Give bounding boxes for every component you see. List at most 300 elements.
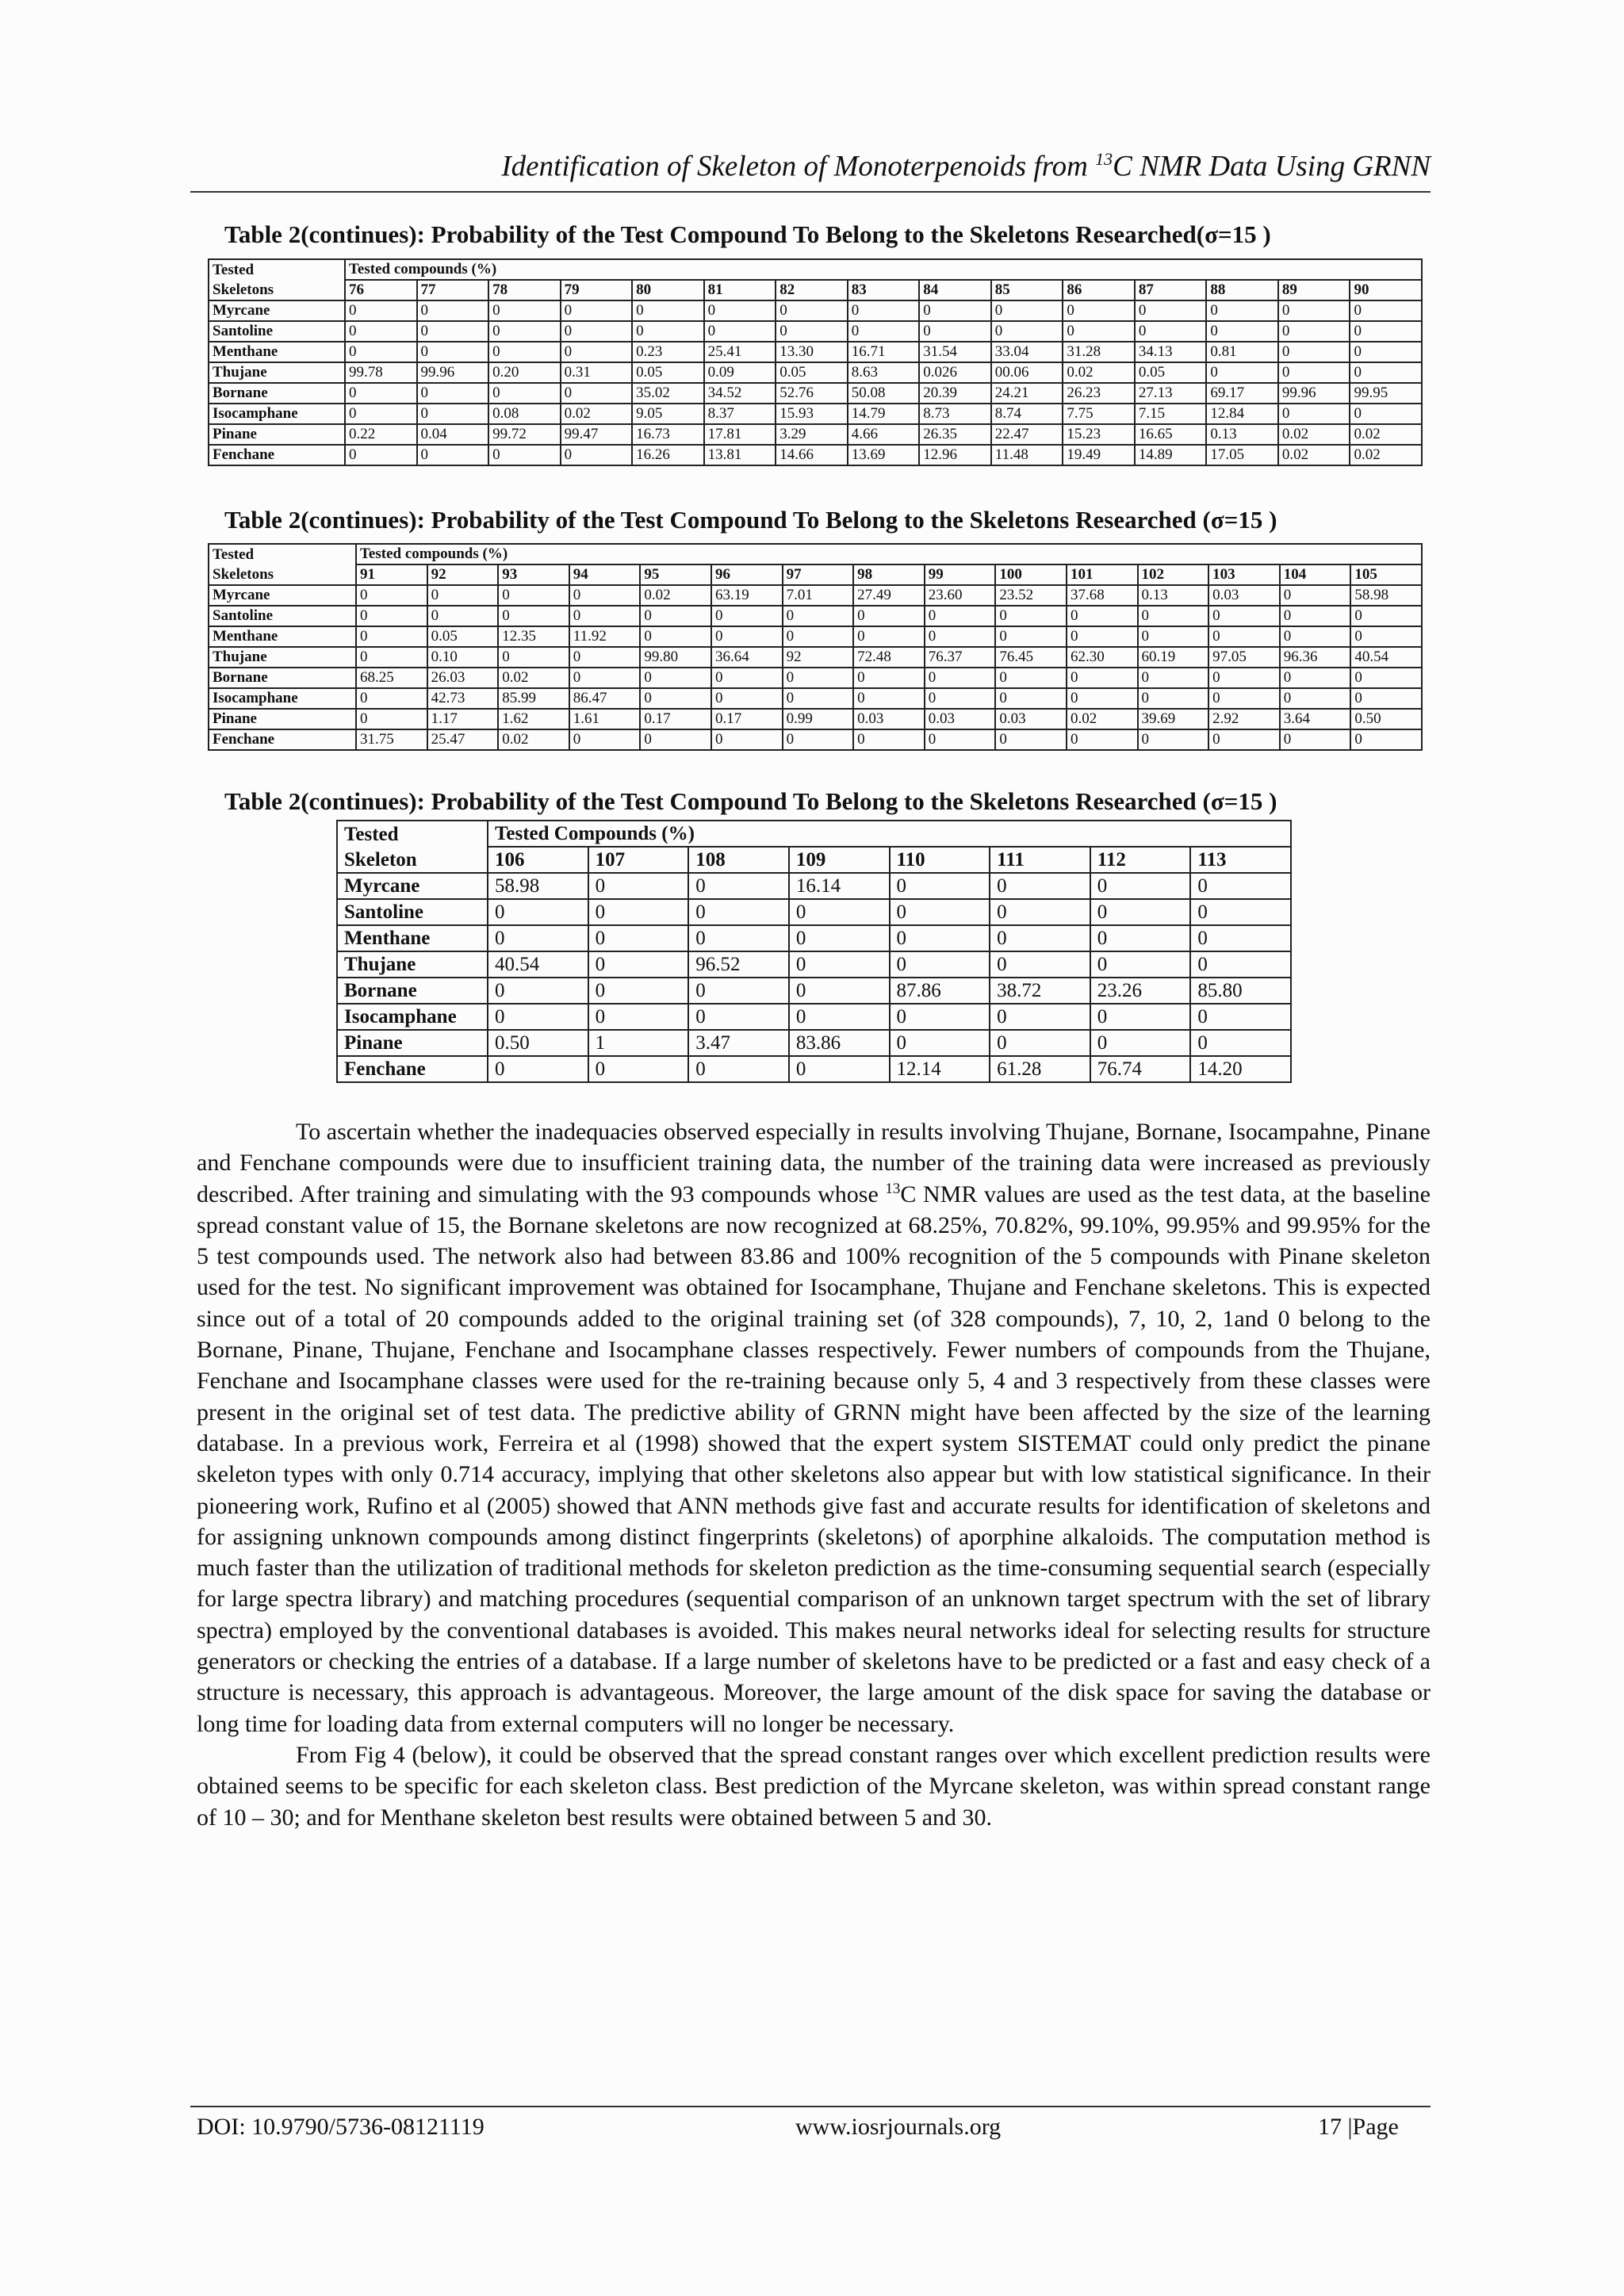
table-cell: 99.96 bbox=[1278, 383, 1350, 404]
table-cell: 0 bbox=[417, 404, 489, 424]
column-header: 78 bbox=[488, 280, 561, 300]
column-group-header: Tested Compounds (%) bbox=[488, 821, 1291, 847]
table-row bbox=[337, 1056, 1291, 1082]
row-header-label: Skeletons bbox=[209, 280, 345, 300]
table-row bbox=[209, 300, 1422, 321]
row-label: Santoline bbox=[337, 899, 488, 925]
table-cell: 0 bbox=[569, 585, 641, 606]
table-cell: 0 bbox=[711, 626, 783, 647]
table-cell: 0 bbox=[588, 978, 689, 1004]
table-cell: 0 bbox=[890, 925, 990, 951]
table-a-caption: Table 2(continues): Probability of the Test Compound To Belong to the Skeletons Researched(σ=15 ) bbox=[224, 220, 1271, 248]
table-cell: 0 bbox=[1350, 729, 1422, 750]
column-header: 84 bbox=[919, 280, 991, 300]
table-cell: 0 bbox=[1067, 668, 1138, 688]
table-cell: 0 bbox=[569, 606, 641, 626]
table-cell: 0 bbox=[632, 300, 704, 321]
table-cell: 0 bbox=[345, 404, 417, 424]
column-header: 112 bbox=[1090, 847, 1191, 873]
table-cell: 26.23 bbox=[1063, 383, 1135, 404]
table-cell: 0 bbox=[1280, 585, 1351, 606]
table-row bbox=[209, 606, 1422, 626]
table-cell: 13.69 bbox=[848, 445, 920, 465]
table-cell: 0 bbox=[1067, 729, 1138, 750]
table-cell: 0 bbox=[1135, 321, 1207, 342]
column-header: 95 bbox=[640, 564, 711, 585]
table-cell: 1 bbox=[588, 1030, 689, 1056]
table-cell: 0 bbox=[704, 321, 776, 342]
table-cell: 0 bbox=[345, 300, 417, 321]
table-header-row bbox=[337, 821, 1291, 847]
table-cell: 60.19 bbox=[1138, 647, 1209, 668]
table-cell: 50.08 bbox=[848, 383, 920, 404]
table-cell: 4.66 bbox=[848, 424, 920, 445]
column-header: 110 bbox=[890, 847, 990, 873]
table-cell: 0 bbox=[1135, 300, 1207, 321]
column-header: 92 bbox=[427, 564, 499, 585]
table-cell: 8.63 bbox=[848, 362, 920, 383]
table-cell: 58.98 bbox=[488, 873, 588, 899]
table-cell: 23.26 bbox=[1090, 978, 1191, 1004]
table-cell: 0 bbox=[1090, 1004, 1191, 1030]
table-row bbox=[337, 1004, 1291, 1030]
table-cell: 0 bbox=[1206, 362, 1278, 383]
column-header: 99 bbox=[925, 564, 996, 585]
table-row bbox=[209, 342, 1422, 362]
table-cell: 99.47 bbox=[561, 424, 633, 445]
table-cell: 23.52 bbox=[995, 585, 1067, 606]
table-cell: 0 bbox=[1208, 688, 1280, 709]
table-cell: 0 bbox=[488, 321, 561, 342]
table-cell: 87.86 bbox=[890, 978, 990, 1004]
table-cell: 0 bbox=[640, 606, 711, 626]
table-cell: 0 bbox=[488, 342, 561, 362]
row-label: Isocamphane bbox=[209, 404, 345, 424]
table-cell: 0.02 bbox=[640, 585, 711, 606]
table-cell: 0 bbox=[588, 899, 689, 925]
table-cell: 0 bbox=[995, 688, 1067, 709]
table-cell: 0 bbox=[789, 925, 890, 951]
table-cell: 0 bbox=[488, 300, 561, 321]
table-row bbox=[337, 951, 1291, 978]
table-row bbox=[209, 321, 1422, 342]
table-cell: 0 bbox=[1067, 606, 1138, 626]
column-header: 81 bbox=[704, 280, 776, 300]
column-header: 106 bbox=[488, 847, 588, 873]
table-cell: 0 bbox=[995, 668, 1067, 688]
table-cell: 31.28 bbox=[1063, 342, 1135, 362]
table-cell: 17.05 bbox=[1206, 445, 1278, 465]
table-cell: 0 bbox=[1206, 300, 1278, 321]
table-cell: 0 bbox=[925, 606, 996, 626]
table-cell: 0 bbox=[1280, 668, 1351, 688]
table-cell: 0 bbox=[990, 1004, 1090, 1030]
table-cell: 0 bbox=[1090, 951, 1191, 978]
table-cell: 0.10 bbox=[427, 647, 499, 668]
table-cell: 0.03 bbox=[925, 709, 996, 729]
table-cell: 12.96 bbox=[919, 445, 991, 465]
table-cell: 0 bbox=[789, 899, 890, 925]
table-c bbox=[336, 820, 1292, 1083]
table-cell: 34.13 bbox=[1135, 342, 1207, 362]
row-label: Menthane bbox=[337, 925, 488, 951]
table-cell: 76.74 bbox=[1090, 1056, 1191, 1082]
row-label: Thujane bbox=[209, 647, 356, 668]
column-header: 109 bbox=[789, 847, 890, 873]
table-cell: 7.15 bbox=[1135, 404, 1207, 424]
table-cell: 12.84 bbox=[1206, 404, 1278, 424]
table-cell: 8.73 bbox=[919, 404, 991, 424]
table-cell: 0 bbox=[561, 300, 633, 321]
table-row bbox=[209, 383, 1422, 404]
table-cell: 0 bbox=[1190, 925, 1291, 951]
table-cell: 0.13 bbox=[1138, 585, 1209, 606]
table-cell: 27.13 bbox=[1135, 383, 1207, 404]
column-header: 100 bbox=[995, 564, 1067, 585]
table-cell: 0 bbox=[990, 925, 1090, 951]
column-header: 93 bbox=[498, 564, 569, 585]
table-cell: 0 bbox=[848, 321, 920, 342]
paragraph: To ascertain whether the inadequacies observed especially in results involving Thujane, Bornane, Isocampahne, Pinane and Fenchane compounds were due to insufficient training data, the number of the training data were increased as previously described. After training and simulating with the 93 compounds whose $^{13}$C NMR values are used as the test data, at the baseline spread constant value of 15, the Bornane skeletons are now recognized at 68.25%, 70.82%, 99.10%, 99.95% and 99.95% for the 5 test compounds used. The network also had between 83.86 and 100% recognition of the 5 compounds with Pinane skeleton used for the test. No significant improvement was obtained for Isocamphane, Thujane and Fenchane skeletons. This is expected since out of a total of 20 compounds added to the original training set (of 328 compounds), 7, 10, 2, 1and 0 belong to the Bornane, Pinane, Thujane, Fenchane and Isocamphane classes respectively. Fewer numbers of compounds from the Thujane, Fenchane and Isocamphane classes were used for the re-training because only 5, 4 and 3 respectively from these classes were present in the original set of test data. The predictive ability of GRNN might have been affected by the size of the learning database. In a previous work, Ferreira et al (1998) showed that the expert system SISTEMAT could only predict the pinane skeleton types with only 0.714 accuracy, implying that other skeletons also appear but with low statistical significance. In their pioneering work, Rufino et al (2005) showed that ANN methods give fast and accurate results for identification of skeletons and for assigning unknown compounds among distinct fingerprints (skeletons) of aporphine alkaloids. The computation method is much faster than the utilization of traditional methods for skeleton prediction as the time-consuming sequential search (especially for large spectra library) and matching procedures (sequential comparison of an unknown target spectrum with the set of library spectra) employed by the conventional databases is avoided. This makes neural networks ideal for selecting results for structure generators or checking the entries of a database. If a large number of skeletons have to be predicted or a fast and easy check of a structure is necessary, this approach is advantageous. Moreover, the large amount of the disk space for saving the database or long time for loading data from external computers will no longer be necessary. bbox=[197, 1119, 1431, 1737]
table-cell: 0.02 bbox=[1350, 445, 1422, 465]
table-cell: 0.02 bbox=[1278, 445, 1350, 465]
table-cell: 0 bbox=[1206, 321, 1278, 342]
table-cell: 0 bbox=[990, 951, 1090, 978]
table-cell: 52.76 bbox=[776, 383, 848, 404]
table-cell: 36.64 bbox=[711, 647, 783, 668]
table-cell: 76.37 bbox=[925, 647, 996, 668]
table-cell: 0 bbox=[356, 647, 427, 668]
table-cell: 0 bbox=[345, 445, 417, 465]
table-cell: 0 bbox=[1090, 925, 1191, 951]
row-label: Myrcane bbox=[209, 300, 345, 321]
table-cell: 16.71 bbox=[848, 342, 920, 362]
column-header: 82 bbox=[776, 280, 848, 300]
table-row bbox=[209, 668, 1422, 688]
table-cell: 0 bbox=[488, 1056, 588, 1082]
table-cell: 17.81 bbox=[704, 424, 776, 445]
table-cell: 0 bbox=[688, 899, 789, 925]
table-cell: 0.08 bbox=[488, 404, 561, 424]
table-cell: 38.72 bbox=[990, 978, 1090, 1004]
column-header: 90 bbox=[1350, 280, 1422, 300]
table-cell: 39.69 bbox=[1138, 709, 1209, 729]
table-cell: 0 bbox=[427, 606, 499, 626]
table-cell: 76.45 bbox=[995, 647, 1067, 668]
table-row bbox=[337, 1030, 1291, 1056]
column-header: 91 bbox=[356, 564, 427, 585]
table-cell: 0 bbox=[919, 300, 991, 321]
table-cell: 0 bbox=[711, 729, 783, 750]
table-cell: 0 bbox=[488, 925, 588, 951]
table-row bbox=[209, 709, 1422, 729]
footer-doi: DOI: 10.9790/5736-08121119 bbox=[197, 2114, 485, 2140]
row-label: Myrcane bbox=[209, 585, 356, 606]
table-cell: 0 bbox=[640, 626, 711, 647]
table-cell: 68.25 bbox=[356, 668, 427, 688]
table-cell: 0 bbox=[1190, 1030, 1291, 1056]
column-header: 77 bbox=[417, 280, 489, 300]
table-cell: 3.64 bbox=[1280, 709, 1351, 729]
table-cell: 0.09 bbox=[704, 362, 776, 383]
table-cell: 16.65 bbox=[1135, 424, 1207, 445]
table-cell: 0 bbox=[588, 1004, 689, 1030]
table-cell: 40.54 bbox=[488, 951, 588, 978]
table-cell: 13.30 bbox=[776, 342, 848, 362]
row-header-label: Tested bbox=[209, 544, 356, 564]
column-header: 87 bbox=[1135, 280, 1207, 300]
table-cell: 0 bbox=[789, 1056, 890, 1082]
table-cell: 11.48 bbox=[991, 445, 1063, 465]
table-cell: 0.05 bbox=[776, 362, 848, 383]
table-cell: 0.02 bbox=[1350, 424, 1422, 445]
header-rule bbox=[190, 191, 1431, 193]
table-cell: 0 bbox=[711, 688, 783, 709]
table-cell: 0 bbox=[853, 626, 925, 647]
column-header: 83 bbox=[848, 280, 920, 300]
table-cell: 0 bbox=[356, 709, 427, 729]
table-cell: 0.02 bbox=[561, 404, 633, 424]
table-cell: 0 bbox=[991, 300, 1063, 321]
table-cell: 0 bbox=[991, 321, 1063, 342]
table-cell: 34.52 bbox=[704, 383, 776, 404]
table-cell: 11.92 bbox=[569, 626, 641, 647]
header-superscript: 13 bbox=[1095, 149, 1113, 169]
running-header bbox=[190, 149, 1431, 183]
table-cell: 0 bbox=[488, 383, 561, 404]
table-cell: 7.75 bbox=[1063, 404, 1135, 424]
table-cell: 0 bbox=[488, 978, 588, 1004]
table-cell: 0 bbox=[417, 342, 489, 362]
table-cell: 33.04 bbox=[991, 342, 1063, 362]
table-cell: 0 bbox=[1067, 688, 1138, 709]
column-group-header: Tested compounds (%) bbox=[345, 259, 1422, 280]
row-label: Pinane bbox=[337, 1030, 488, 1056]
table-cell: 0 bbox=[488, 899, 588, 925]
table-a bbox=[208, 258, 1423, 466]
table-cell: 0 bbox=[1090, 899, 1191, 925]
table-cell: 15.93 bbox=[776, 404, 848, 424]
row-label: Fenchane bbox=[337, 1056, 488, 1082]
body-text bbox=[197, 1116, 1431, 1833]
table-cell: 0.22 bbox=[345, 424, 417, 445]
table-cell: 0 bbox=[1350, 688, 1422, 709]
column-header: 94 bbox=[569, 564, 641, 585]
table-cell: 12.14 bbox=[890, 1056, 990, 1082]
table-cell: 0 bbox=[561, 445, 633, 465]
table-row bbox=[337, 899, 1291, 925]
table-cell: 0.02 bbox=[498, 729, 569, 750]
column-header: 86 bbox=[1063, 280, 1135, 300]
table-cell: 0.50 bbox=[488, 1030, 588, 1056]
column-header: 80 bbox=[632, 280, 704, 300]
table-cell: 0.31 bbox=[561, 362, 633, 383]
table-cell: 14.79 bbox=[848, 404, 920, 424]
table-cell: 3.29 bbox=[776, 424, 848, 445]
table-cell: 16.73 bbox=[632, 424, 704, 445]
row-label: Fenchane bbox=[209, 445, 345, 465]
table-cell: 37.68 bbox=[1067, 585, 1138, 606]
table-row bbox=[209, 404, 1422, 424]
table-cell: 0 bbox=[704, 300, 776, 321]
footer-rule bbox=[190, 2106, 1431, 2107]
table-cell: 0 bbox=[1350, 606, 1422, 626]
table-cell: 0 bbox=[783, 626, 854, 647]
table-cell: 0 bbox=[925, 668, 996, 688]
table-cell: 0.03 bbox=[995, 709, 1067, 729]
table-cell: 92 bbox=[783, 647, 854, 668]
table-cell: 0 bbox=[1350, 362, 1422, 383]
table-cell: 0 bbox=[688, 925, 789, 951]
table-cell: 26.35 bbox=[919, 424, 991, 445]
table-cell: 0.23 bbox=[632, 342, 704, 362]
table-header-row bbox=[209, 544, 1422, 564]
table-cell: 0 bbox=[1067, 626, 1138, 647]
table-cell: 85.80 bbox=[1190, 978, 1291, 1004]
table-cell: 0 bbox=[688, 978, 789, 1004]
table-cell: 0 bbox=[1350, 300, 1422, 321]
table-row bbox=[209, 585, 1422, 606]
column-header: 105 bbox=[1350, 564, 1422, 585]
table-cell: 7.01 bbox=[783, 585, 854, 606]
table-cell: 0 bbox=[1208, 668, 1280, 688]
row-label: Bornane bbox=[209, 668, 356, 688]
table-cell: 0 bbox=[356, 606, 427, 626]
table-cell: 0 bbox=[919, 321, 991, 342]
table-cell: 0.17 bbox=[711, 709, 783, 729]
table-cell: 0 bbox=[925, 688, 996, 709]
table-cell: 0 bbox=[488, 445, 561, 465]
table-cell: 0 bbox=[417, 300, 489, 321]
table-cell: 0 bbox=[1350, 404, 1422, 424]
column-header: 76 bbox=[345, 280, 417, 300]
table-cell: 0 bbox=[1278, 300, 1350, 321]
table-cell: 96.52 bbox=[688, 951, 789, 978]
table-cell: 0 bbox=[1208, 729, 1280, 750]
table-cell: 0 bbox=[498, 606, 569, 626]
table-cell: 62.30 bbox=[1067, 647, 1138, 668]
table-cell: 0 bbox=[588, 873, 689, 899]
table-cell: 0 bbox=[995, 729, 1067, 750]
table-cell: 0 bbox=[1138, 668, 1209, 688]
table-cell: 0 bbox=[640, 729, 711, 750]
row-label: Isocamphane bbox=[209, 688, 356, 709]
table-cell: 0 bbox=[356, 626, 427, 647]
table-cell: 0.03 bbox=[1208, 585, 1280, 606]
column-header: 113 bbox=[1190, 847, 1291, 873]
table-cell: 12.35 bbox=[498, 626, 569, 647]
table-cell: 85.99 bbox=[498, 688, 569, 709]
table-cell: 0.05 bbox=[1135, 362, 1207, 383]
table-cell: 27.49 bbox=[853, 585, 925, 606]
table-cell: 0 bbox=[345, 321, 417, 342]
column-header: 97 bbox=[783, 564, 854, 585]
table-cell: 0 bbox=[1090, 1030, 1191, 1056]
table-cell: 0 bbox=[776, 300, 848, 321]
table-cell: 15.23 bbox=[1063, 424, 1135, 445]
row-label: Menthane bbox=[209, 342, 345, 362]
table-cell: 0 bbox=[488, 1004, 588, 1030]
table-cell: 0 bbox=[1280, 606, 1351, 626]
table-cell: 0 bbox=[1190, 951, 1291, 978]
column-group-header: Tested compounds (%) bbox=[356, 544, 1422, 564]
table-cell: 0 bbox=[498, 647, 569, 668]
table-cell: 0.99 bbox=[783, 709, 854, 729]
table-cell: 0 bbox=[588, 951, 689, 978]
column-header: 108 bbox=[688, 847, 789, 873]
table-cell: 0 bbox=[1350, 668, 1422, 688]
header-title-text-end: C NMR Data Using GRNN bbox=[1113, 150, 1431, 183]
table-cell: 0 bbox=[789, 951, 890, 978]
table-cell: 61.28 bbox=[990, 1056, 1090, 1082]
table-cell: 0 bbox=[853, 688, 925, 709]
table-cell: 99.72 bbox=[488, 424, 561, 445]
table-cell: 99.80 bbox=[640, 647, 711, 668]
table-cell: 0 bbox=[1063, 300, 1135, 321]
column-header: 107 bbox=[588, 847, 689, 873]
table-row bbox=[209, 626, 1422, 647]
table-cell: 0.02 bbox=[1063, 362, 1135, 383]
table-cell: 0 bbox=[588, 925, 689, 951]
table-cell: 0 bbox=[1350, 342, 1422, 362]
table-cell: 0 bbox=[345, 383, 417, 404]
table-cell: 22.47 bbox=[991, 424, 1063, 445]
table-cell: 24.21 bbox=[991, 383, 1063, 404]
row-label: Santoline bbox=[209, 606, 356, 626]
table-cell: 69.17 bbox=[1206, 383, 1278, 404]
table-cell: 72.48 bbox=[853, 647, 925, 668]
table-cell: 2.92 bbox=[1208, 709, 1280, 729]
table-cell: 26.03 bbox=[427, 668, 499, 688]
table-cell: 0 bbox=[561, 383, 633, 404]
table-cell: 0 bbox=[1190, 899, 1291, 925]
table-row bbox=[209, 424, 1422, 445]
table-cell: 0 bbox=[427, 585, 499, 606]
table-cell: 0 bbox=[561, 342, 633, 362]
table-cell: 31.75 bbox=[356, 729, 427, 750]
table-cell: 14.66 bbox=[776, 445, 848, 465]
row-label: Menthane bbox=[209, 626, 356, 647]
table-cell: 0 bbox=[848, 300, 920, 321]
table-header-row bbox=[209, 280, 1422, 300]
table-b bbox=[208, 543, 1423, 751]
table-cell: 16.14 bbox=[789, 873, 890, 899]
column-header: 89 bbox=[1278, 280, 1350, 300]
table-cell: 0 bbox=[632, 321, 704, 342]
table-row bbox=[209, 445, 1422, 465]
table-cell: 0 bbox=[356, 688, 427, 709]
column-header: 101 bbox=[1067, 564, 1138, 585]
column-header: 85 bbox=[991, 280, 1063, 300]
row-label: Isocamphane bbox=[337, 1004, 488, 1030]
table-cell: 0 bbox=[1138, 606, 1209, 626]
table-cell: 0.03 bbox=[853, 709, 925, 729]
row-label: Thujane bbox=[209, 362, 345, 383]
table-cell: 0.02 bbox=[1278, 424, 1350, 445]
table-cell: 35.02 bbox=[632, 383, 704, 404]
table-cell: 0 bbox=[688, 1004, 789, 1030]
table-cell: 0 bbox=[995, 626, 1067, 647]
table-cell: 0 bbox=[1138, 729, 1209, 750]
table-cell: 0.13 bbox=[1206, 424, 1278, 445]
table-cell: 0.50 bbox=[1350, 709, 1422, 729]
row-label: Myrcane bbox=[337, 873, 488, 899]
row-label: Bornane bbox=[209, 383, 345, 404]
row-header-label: Skeletons bbox=[209, 564, 356, 585]
row-label: Santoline bbox=[209, 321, 345, 342]
table-cell: 83.86 bbox=[789, 1030, 890, 1056]
column-header: 104 bbox=[1280, 564, 1351, 585]
